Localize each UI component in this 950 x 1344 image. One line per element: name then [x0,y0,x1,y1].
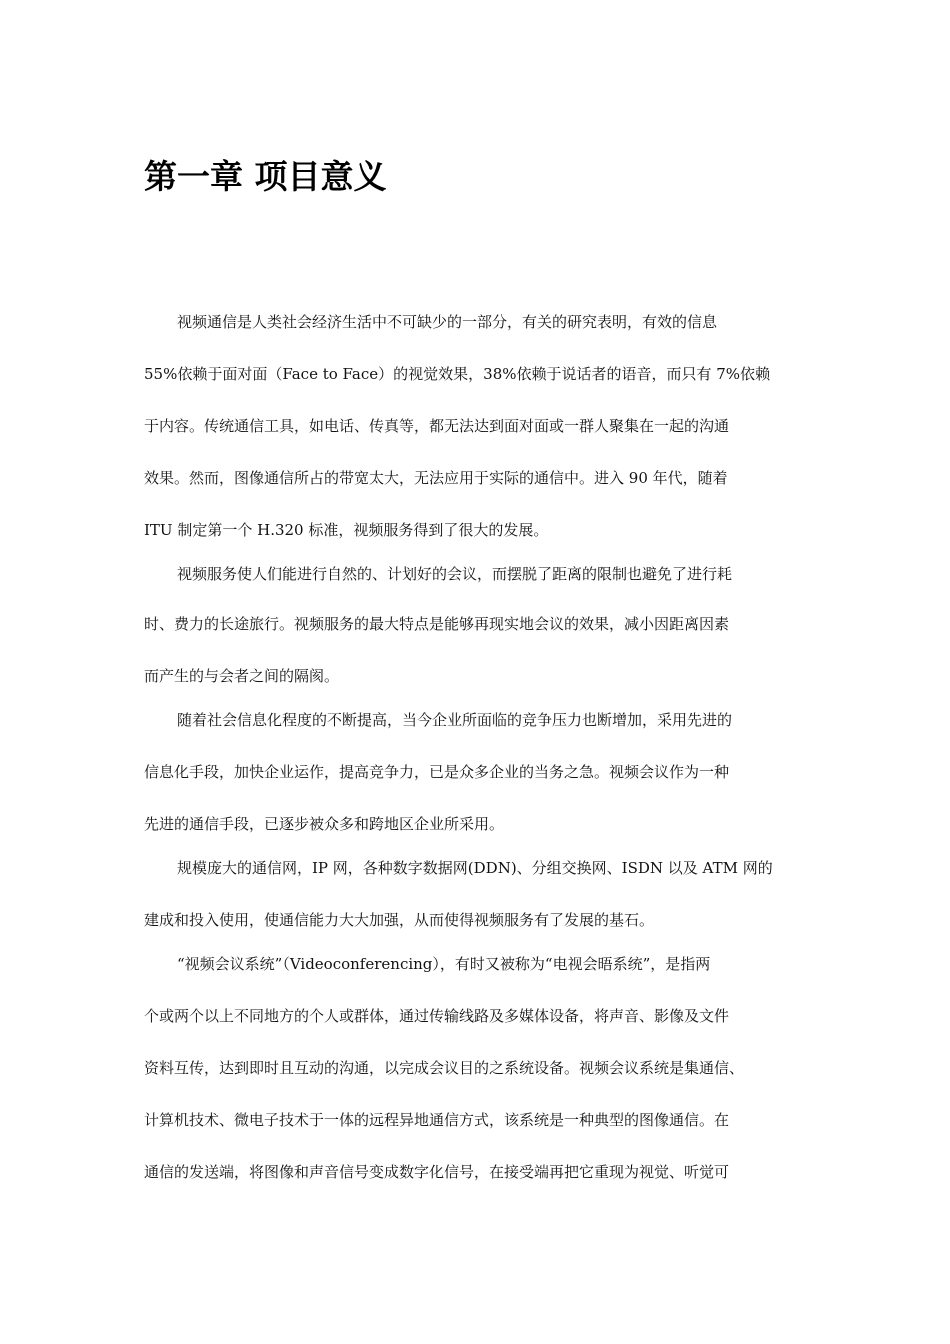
paragraph-line: ITU 制定第一个 H.320 标准，视频服务得到了很大的发展。 [144,521,549,539]
paragraph-line: 建成和投入使用，使通信能力大大加强，从而使得视频服务有了发展的基石。 [144,911,655,929]
paragraph-line: 而产生的与会者之间的隔阂。 [144,667,340,685]
paragraph-line: 时、费力的长途旅行。视频服务的最大特点是能够再现实地会议的效果，减小因距离因素 [144,615,730,633]
paragraph-line: 随着社会信息化程度的不断提高，当今企业所面临的竞争压力也断增加，采用先进的 [177,711,733,729]
paragraph-line: 信息化手段，加快企业运作，提高竞争力，已是众多企业的当务之急。视频会议作为一种 [144,763,730,781]
paragraph-line: 规模庞大的通信网，IP 网，各种数字数据网(DDN)、分组交换网、ISDN 以及 ATM 网的 [177,859,773,877]
paragraph-line: 计算机技术、微电子技术于一体的远程异地通信方式，该系统是一种典型的图像通信。在 [144,1111,730,1129]
paragraph-line: 效果。然而，图像通信所占的带宽太大，无法应用于实际的通信中。进入 90 年代，随着 [144,469,728,487]
paragraph-line: “视频会议系统”（Videoconferencing），有时又被称为“电视会晤系统”，是指两 [177,955,711,973]
paragraph-line: 视频通信是人类社会经济生活中不可缺少的一部分，有关的研究表明，有效的信息 [177,313,718,331]
paragraph-line: 资料互传，达到即时且互动的沟通，以完成会议目的之系统设备。视频会议系统是集通信、 [144,1059,745,1077]
paragraph-line: 先进的通信手段，已逐步被众多和跨地区企业所采用。 [144,815,505,833]
paragraph-line: 视频服务使人们能进行自然的、计划好的会议，而摆脱了距离的限制也避免了进行耗 [177,565,733,583]
paragraph-line: 55%依赖于面对面（Face to Face）的视觉效果，38%依赖于说话者的语音，而只有 7%依赖 [144,365,771,383]
paragraph-line: 于内容。传统通信工具，如电话、传真等，都无法达到面对面或一群人聚集在一起的沟通 [144,417,730,435]
paragraph-line: 通信的发送端，将图像和声音信号变成数字化信号，在接受端再把它重现为视觉、听觉可 [144,1163,730,1181]
paragraph-line: 个或两个以上不同地方的个人或群体，通过传输线路及多媒体设备，将声音、影像及文件 [144,1007,730,1025]
chapter-title: 第一章 项目意义 [144,157,387,196]
